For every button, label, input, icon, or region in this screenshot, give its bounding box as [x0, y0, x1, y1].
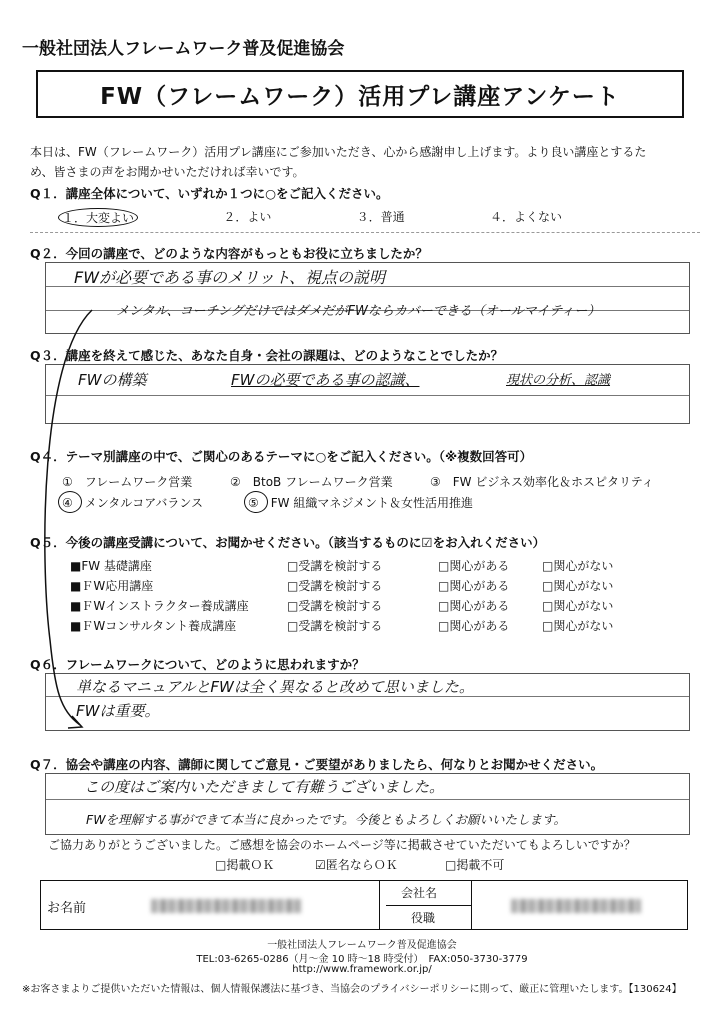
q5-consider-checkbox[interactable]: □受講を検討する: [287, 619, 383, 633]
q4-label: Q４．テーマ別講座の中で、ご関心のあるテーマに○をご記入ください。（※複数回答可）: [30, 449, 533, 464]
q4-option-4[interactable]: ④ メンタルコアバランス: [62, 496, 203, 510]
footer-url[interactable]: http://www.framework.or.jp/: [292, 964, 432, 975]
q5-interested-checkbox[interactable]: □関心がある: [438, 559, 510, 573]
q5-not-interested-checkbox[interactable]: □関心がない: [542, 559, 614, 573]
intro-line-2: め、皆さまの声をお聞かせいただければ幸いです。: [30, 165, 305, 179]
position-label: 役職: [411, 911, 436, 925]
company-label: 会社名: [401, 886, 438, 900]
consent-ok-checkbox[interactable]: □掲載ＯＫ: [215, 858, 275, 872]
handwritten-arrow-head: [68, 716, 82, 728]
q2-handwritten-1: FWが必要である事のメリット、視点の説明: [74, 268, 385, 287]
q1-label: Q１．講座全体について、いずれか１つに○をご記入ください。: [30, 186, 389, 201]
footer-contact: TEL:03-6265-0286（月～金 10 時～18 時受付） FAX:050-3730-3779: [196, 954, 528, 965]
q5-course-name: ■FW 基礎講座: [70, 559, 152, 573]
q7-handwritten-2: FWを理解する事ができて本当に良かったです。今後ともよろしくお願いいたします。: [86, 812, 567, 827]
q6-label: Q６．フレームワークについて、どのように思われますか？: [30, 657, 365, 672]
q1-option-1-label: １．大変よい: [62, 211, 135, 225]
q5-course-name: ■ＦW応用講座: [70, 579, 154, 593]
footer-org: 一般社団法人フレームワーク普及促進協会: [267, 940, 457, 951]
privacy-notice: ※お客さまよりご提供いただいた情報は、個人情報保護法に基づき、当協会のプライバシーポリシーに則って、厳正に管理いたします。【130624】: [22, 984, 682, 995]
q5-interested-checkbox[interactable]: □関心がある: [438, 579, 510, 593]
name-label: お名前: [47, 901, 87, 916]
survey-title-text: FW（フレームワーク）活用プレ講座アンケート: [100, 83, 620, 110]
organization-name: 一般社団法人フレームワーク普及促進協会: [22, 39, 345, 59]
q4-option-5[interactable]: ⑤ FW 組織マネジメント＆女性活用推進: [248, 496, 473, 510]
q5-not-interested-checkbox[interactable]: □関心がない: [542, 599, 614, 613]
q3-handwritten-2: FWの必要である事の認識、: [231, 371, 420, 389]
q3-label: Q３．講座を終えて感じた、あなた自身・会社の課題は、どのようなことでしたか？: [30, 348, 504, 363]
q2-label: Q２．今回の講座で、どのような内容がもっともお役に立ちましたか？: [30, 246, 428, 261]
q4-option-3[interactable]: ③ FW ビジネス効率化＆ホスピタリティ: [430, 475, 654, 489]
q5-label: Q５．今後の講座受講について、お聞かせください。（該当するものに☑をお入れください）: [30, 535, 546, 550]
q5-consider-checkbox[interactable]: □受講を検討する: [287, 599, 383, 613]
handwritten-arrow-path: [45, 310, 92, 725]
q5-consider-checkbox[interactable]: □受講を検討する: [287, 579, 383, 593]
intro-line-1: 本日は、FW（フレームワーク）活用プレ講座にご参加いただき、心から感謝申し上げます。より良い講座とするた: [30, 145, 647, 159]
q4-option-1[interactable]: ① フレームワーク営業: [62, 475, 193, 489]
q5-interested-checkbox[interactable]: □関心がある: [438, 619, 510, 633]
q1-option-2[interactable]: ２．よい: [223, 210, 272, 224]
q5-not-interested-checkbox[interactable]: □関心がない: [542, 579, 614, 593]
q3-handwritten-1: FWの構築: [78, 371, 147, 389]
q5-course-name: ■ＦWコンサルタント養成講座: [70, 619, 237, 633]
q6-handwritten-2: FWは重要。: [76, 702, 160, 720]
consent-decline-checkbox[interactable]: □掲載不可: [445, 858, 505, 872]
q5-not-interested-checkbox[interactable]: □関心がない: [542, 619, 614, 633]
q1-option-4[interactable]: ４．よくない: [489, 210, 562, 224]
consent-anonymous-checkbox[interactable]: ☑匿名ならＯＫ: [315, 858, 398, 872]
consent-question: ご協力ありがとうございました。ご感想を協会のホームページ等に掲載させていただいてもよろしいですか？: [48, 838, 636, 852]
q6-handwritten-1: 単なるマニュアルとFWは全く異なると改めて思いました。: [76, 678, 474, 696]
q7-handwritten-1: この度はご案内いただきまして有難うございました。: [84, 778, 445, 796]
q2-handwritten-2: メンタル、コーチングだけではダメだがFWならカバーできる（オールマイティー）: [116, 304, 601, 319]
q5-interested-checkbox[interactable]: □関心がある: [438, 599, 510, 613]
q5-consider-checkbox[interactable]: □受講を検討する: [287, 559, 383, 573]
q4-option-2[interactable]: ② BtoB フレームワーク営業: [230, 475, 393, 489]
q1-option-3[interactable]: ３．普通: [356, 210, 405, 224]
q3-handwritten-3: 現状の分析、認識: [506, 373, 611, 388]
q5-course-name: ■ＦWインストラクター養成講座: [70, 599, 249, 613]
q7-label: Q７．協会や講座の内容、講師に関してご意見・ご要望がありましたら、何なりとお聞かせください。: [30, 757, 604, 772]
